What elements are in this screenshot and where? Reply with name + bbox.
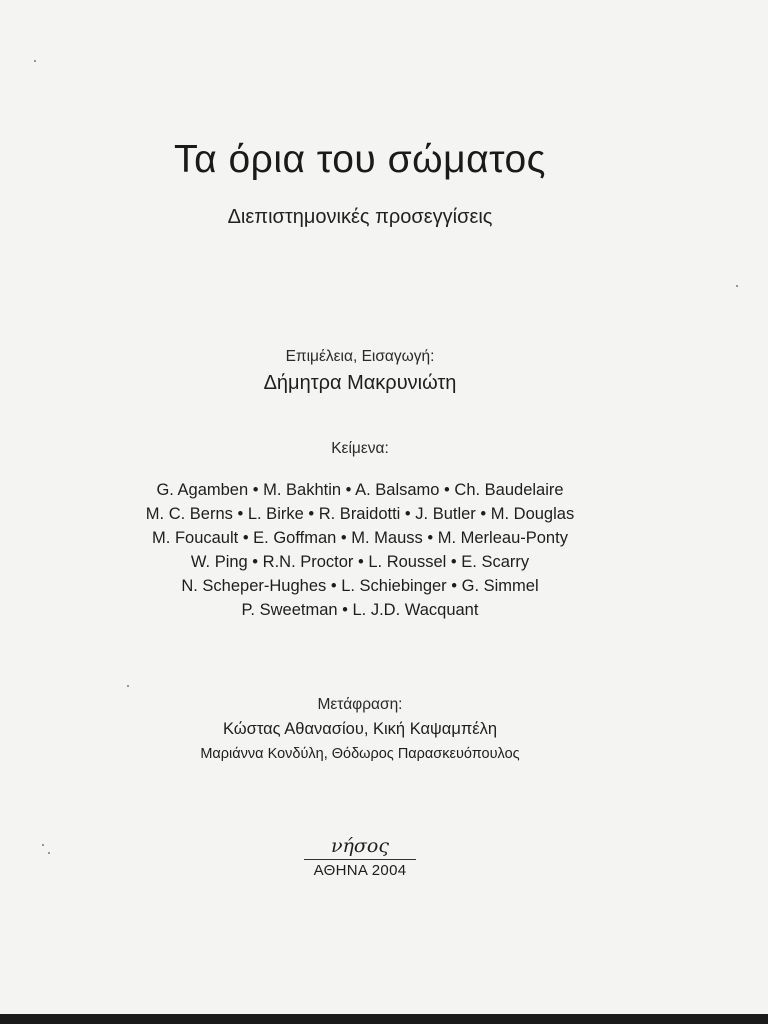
translators-line-2: Μαριάννα Κονδύλη, Θόδωρος Παρασκευόπουλος	[200, 746, 520, 762]
place-year: ΑΘΗΝΑ 2004	[313, 862, 407, 879]
contributors-line: P. Sweetman • L. J.D. Wacquant	[241, 601, 479, 619]
scan-edge-bar	[0, 1014, 768, 1024]
contributors-line: M. C. Berns • L. Birke • R. Braidotti • J. Butler • M. Douglas	[145, 505, 575, 523]
editor-name: Δήμητρα Μακρυνιώτη	[263, 372, 457, 394]
contributors-list	[0, 478, 720, 622]
contributors-line: M. Foucault • E. Goffman • M. Mauss • M. Merleau-Ponty	[152, 529, 568, 547]
scan-speck	[48, 852, 50, 854]
translators-line-1: Κώστας Αθανασίου, Κική Καψαμπέλη	[222, 720, 498, 738]
scan-speck	[42, 844, 44, 846]
book-title: Τα όρια του σώματος	[174, 138, 546, 181]
translation-label: Μετάφραση:	[317, 696, 403, 713]
publisher-block	[300, 834, 420, 879]
contributors-line: W. Ping • R.N. Proctor • L. Roussel • E. Scarry	[190, 553, 530, 571]
scan-speck	[127, 685, 129, 687]
book-subtitle: Διεπιστημονικές προσεγγίσεις	[227, 206, 493, 228]
editor-label: Επιμέλεια, Εισαγωγή:	[285, 348, 435, 365]
contributors-line: G. Agamben • M. Bakhtin • A. Balsamo • Ch. Baudelaire	[156, 481, 564, 499]
publisher-rule	[304, 859, 416, 860]
publisher-name: νήσος	[331, 835, 389, 857]
scan-speck	[736, 285, 738, 287]
texts-label: Κείμενα:	[331, 440, 389, 457]
scan-speck	[34, 60, 36, 62]
contributors-line: N. Scheper-Hughes • L. Schiebinger • G. Simmel	[181, 577, 539, 595]
